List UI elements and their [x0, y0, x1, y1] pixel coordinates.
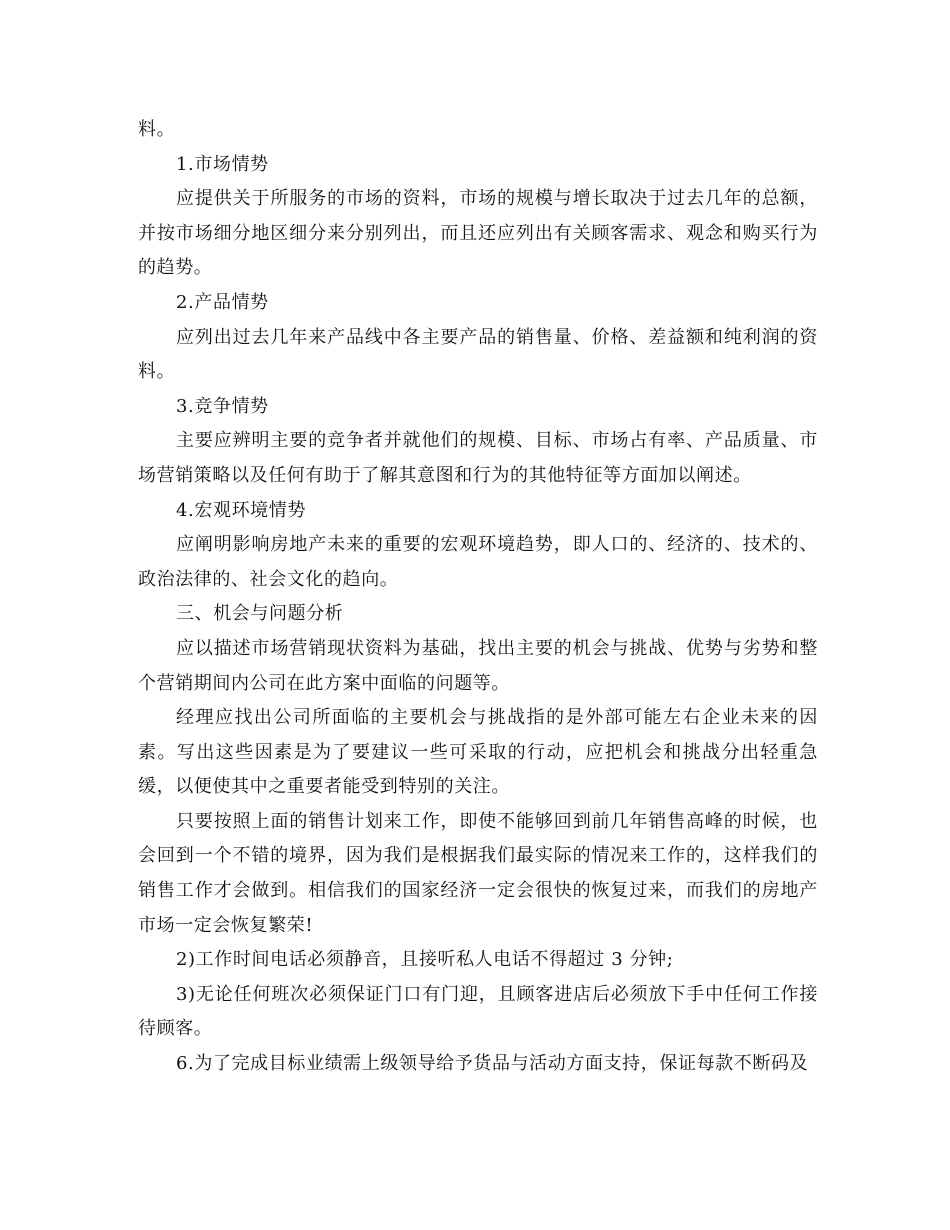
paragraph-door-greeter-rule: 3)无论任何班次必须保证门口有门迎，且顾客进店后必须放下手中任何工作接待顾客。	[138, 983, 818, 1040]
paragraph-competition-situation: 主要应辨明主要的竞争者并就他们的规模、目标、市场占有率、产品质量、市场营销策略以及任何有助于了解其意图和行为的其他特征等方面加以阐述。	[138, 430, 818, 486]
document-body	[138, 113, 818, 1082]
paragraph-support-request: 6.为了完成目标业绩需上级领导给予货品与活动方面支持，保证每款不断码及	[176, 1053, 809, 1075]
heading-opportunity-analysis: 三、机会与问题分析	[176, 603, 344, 625]
paragraph-market-situation: 应提供关于所服务的市场的资料，市场的规模与增长取决于过去几年的总额，并按市场细分地区细分来分别列出，而且还应列出有关顾客需求、观念和购买行为的趋势。	[138, 188, 818, 279]
paragraph-phone-rule: 2)工作时间电话必须静音，且接听私人电话不得超过 3 分钟;	[176, 949, 674, 971]
paragraph-0: 料。	[138, 119, 176, 140]
heading-product-situation: 2.产品情势	[176, 291, 269, 313]
paragraph-macro-environment: 应阐明影响房地产未来的重要的宏观环境趋势，即人口的、经济的、技术的、政治法律的、社会文化的趋向。	[138, 534, 818, 590]
heading-competition-situation: 3.竞争情势	[176, 395, 269, 417]
paragraph-sales-plan: 只要按照上面的销售计划来工作，即使不能够回到前几年销售高峰的时候，也会回到一个不错的境界，因为我们是根据我们最实际的情况来工作的，这样我们的销售工作才会做到。相信我们的国家经济一定会很快的恢复过来，而我们的房地产市场一定会恢复繁荣!	[138, 810, 818, 936]
paragraph-manager-opportunities: 经理应找出公司所面临的主要机会与挑战指的是外部可能左右企业未来的因素。写出这些因素是为了要建议一些可采取的行动，应把机会和挑战分出轻重急缓，以便使其中之重要者能受到特别的关注。	[138, 707, 818, 798]
heading-market-situation: 1.市场情势	[176, 153, 269, 175]
heading-macro-environment: 4.宏观环境情势	[176, 499, 306, 521]
paragraph-opportunity-analysis: 应以描述市场营销现状资料为基础，找出主要的机会与挑战、优势与劣势和整个营销期间内公司在此方案中面临的问题等。	[138, 637, 818, 694]
paragraph-product-situation: 应列出过去几年来产品线中各主要产品的销售量、价格、差益额和纯利润的资料。	[138, 326, 818, 383]
